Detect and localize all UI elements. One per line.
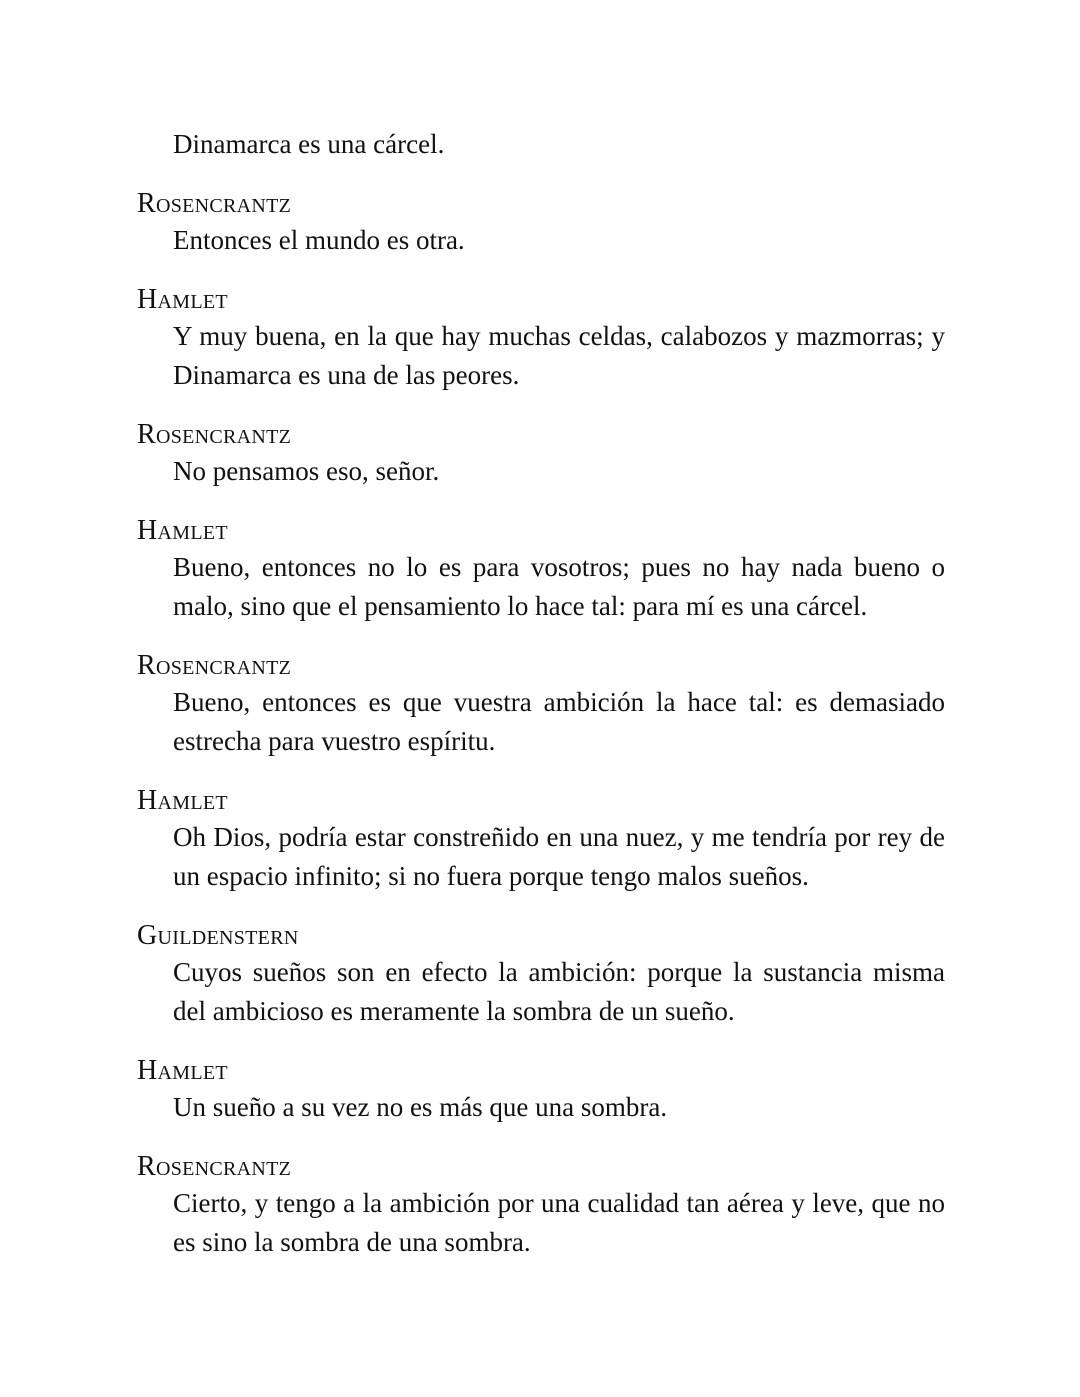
speech-block [137, 187, 945, 260]
speaker-name: Rosencrantz [137, 650, 292, 681]
dialogue-line: Dinamarca es una cárcel. [173, 129, 445, 159]
dialogue-paragraph [137, 317, 945, 395]
dialogue-line: malo, sino que el pensamiento lo hace tal: para mí es una cárcel. [173, 591, 868, 621]
dialogue-line: Dinamarca es una de las peores. [173, 360, 520, 390]
speaker-name: Rosencrantz [137, 419, 292, 450]
dialogue-line: Bueno, entonces es que vuestra ambición la hace tal: es demasiado [173, 687, 945, 717]
dialogue-paragraph [137, 683, 945, 761]
speech-block [137, 418, 945, 491]
speech-block [137, 1054, 945, 1127]
dialogue-line: estrecha para vuestro espíritu. [173, 726, 496, 756]
dialogue-paragraph [137, 548, 945, 626]
dialogue-paragraph [137, 452, 945, 491]
dialogue-line: un espacio infinito; si no fuera porque tengo malos sueños. [173, 861, 809, 891]
speech-block [137, 919, 945, 1031]
dialogue-line: Oh Dios, podría estar constreñido en una nuez, y me tendría por rey de [173, 822, 945, 852]
dialogue-paragraph [137, 1088, 945, 1127]
dialogue-line: Entonces el mundo es otra. [173, 225, 465, 255]
dialogue-paragraph [137, 221, 945, 260]
dialogue-line: Un sueño a su vez no es más que una sombra. [173, 1092, 668, 1122]
speaker-name: Hamlet [137, 284, 228, 315]
speech-block [137, 649, 945, 761]
dialogue-paragraph [137, 818, 945, 896]
speech-block [137, 283, 945, 395]
dialogue-line: Y muy buena, en la que hay muchas celdas, calabozos y mazmorras; y [173, 321, 945, 351]
script-text [137, 125, 945, 1285]
dialogue-line: Cuyos sueños son en efecto la ambición: porque la sustancia misma [173, 957, 945, 987]
speaker-name: Hamlet [137, 1055, 228, 1086]
dialogue-paragraph [137, 125, 945, 164]
speech-block [137, 1150, 945, 1262]
dialogue-line: Cierto, y tengo a la ambición por una cualidad tan aérea y leve, que no [173, 1188, 945, 1218]
speech-block [137, 784, 945, 896]
dialogue-line: es sino la sombra de una sombra. [173, 1227, 531, 1257]
speaker-name: Guildenstern [137, 920, 299, 951]
dialogue-line: No pensamos eso, señor. [173, 456, 440, 486]
speech-block [137, 125, 945, 164]
dialogue-paragraph [137, 953, 945, 1031]
speech-block [137, 514, 945, 626]
speaker-name: Hamlet [137, 785, 228, 816]
dialogue-line: Bueno, entonces no lo es para vosotros; pues no hay nada bueno o [173, 552, 945, 582]
speaker-name: Hamlet [137, 515, 228, 546]
dialogue-paragraph [137, 1184, 945, 1262]
speaker-name: Rosencrantz [137, 188, 292, 219]
dialogue-line: del ambicioso es meramente la sombra de un sueño. [173, 996, 735, 1026]
speaker-name: Rosencrantz [137, 1151, 292, 1182]
